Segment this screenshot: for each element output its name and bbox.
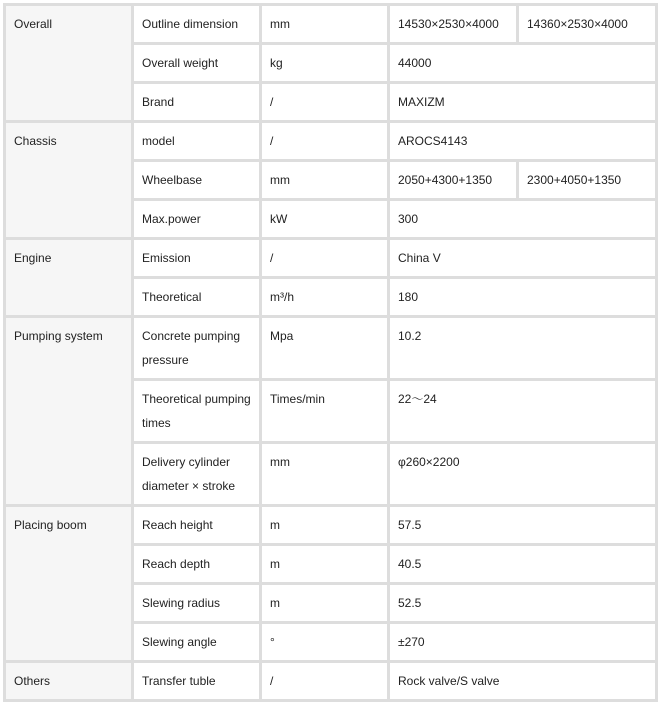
value-cell: MAXIZM xyxy=(390,84,655,120)
unit-cell: mm xyxy=(262,6,387,42)
value-cell: China V xyxy=(390,240,655,276)
category-cell: Others xyxy=(6,663,131,699)
table-row xyxy=(6,6,655,42)
table-row xyxy=(6,507,655,543)
value-cell: Rock valve/S valve xyxy=(390,663,655,699)
value-cell: 2300+4050+1350 xyxy=(519,162,655,198)
table-row xyxy=(6,663,655,699)
value-cell: 180 xyxy=(390,279,655,315)
value-cell: 300 xyxy=(390,201,655,237)
unit-cell: / xyxy=(262,240,387,276)
parameter-cell: Theoretical pumping times xyxy=(134,381,259,441)
unit-cell: m xyxy=(262,507,387,543)
parameter-cell: Wheelbase xyxy=(134,162,259,198)
unit-cell: mm xyxy=(262,444,387,504)
value-cell: 10.2 xyxy=(390,318,655,378)
spec-table-body xyxy=(6,6,655,699)
spec-table xyxy=(3,3,658,702)
parameter-cell: Emission xyxy=(134,240,259,276)
table-row xyxy=(6,123,655,159)
parameter-cell: model xyxy=(134,123,259,159)
unit-cell: / xyxy=(262,123,387,159)
value-cell: AROCS4143 xyxy=(390,123,655,159)
category-cell: Chassis xyxy=(6,123,131,237)
table-row xyxy=(6,240,655,276)
unit-cell: / xyxy=(262,84,387,120)
table-row xyxy=(6,318,655,378)
parameter-cell: Brand xyxy=(134,84,259,120)
parameter-cell: Overall weight xyxy=(134,45,259,81)
value-cell: 14530×2530×4000 xyxy=(390,6,516,42)
value-cell: 44000 xyxy=(390,45,655,81)
category-cell: Pumping system xyxy=(6,318,131,504)
category-cell: Placing boom xyxy=(6,507,131,660)
value-cell: 22～24 xyxy=(390,381,655,441)
unit-cell: m³/h xyxy=(262,279,387,315)
parameter-cell: Reach height xyxy=(134,507,259,543)
parameter-cell: Max.power xyxy=(134,201,259,237)
value-cell: ±270 xyxy=(390,624,655,660)
unit-cell: mm xyxy=(262,162,387,198)
parameter-cell: Concrete pumping pressure xyxy=(134,318,259,378)
unit-cell: ° xyxy=(262,624,387,660)
unit-cell: m xyxy=(262,546,387,582)
parameter-cell: Delivery cylinder diameter × stroke xyxy=(134,444,259,504)
value-cell: 40.5 xyxy=(390,546,655,582)
category-cell: Overall xyxy=(6,6,131,120)
category-cell: Engine xyxy=(6,240,131,315)
value-cell: 57.5 xyxy=(390,507,655,543)
parameter-cell: Transfer tuble xyxy=(134,663,259,699)
value-cell: 14360×2530×4000 xyxy=(519,6,655,42)
value-cell: φ260×2200 xyxy=(390,444,655,504)
unit-cell: kg xyxy=(262,45,387,81)
unit-cell: / xyxy=(262,663,387,699)
value-cell: 2050+4300+1350 xyxy=(390,162,516,198)
unit-cell: m xyxy=(262,585,387,621)
parameter-cell: Outline dimension xyxy=(134,6,259,42)
parameter-cell: Slewing radius xyxy=(134,585,259,621)
unit-cell: Times/min xyxy=(262,381,387,441)
parameter-cell: Reach depth xyxy=(134,546,259,582)
parameter-cell: Slewing angle xyxy=(134,624,259,660)
unit-cell: Mpa xyxy=(262,318,387,378)
value-cell: 52.5 xyxy=(390,585,655,621)
unit-cell: kW xyxy=(262,201,387,237)
parameter-cell: Theoretical xyxy=(134,279,259,315)
